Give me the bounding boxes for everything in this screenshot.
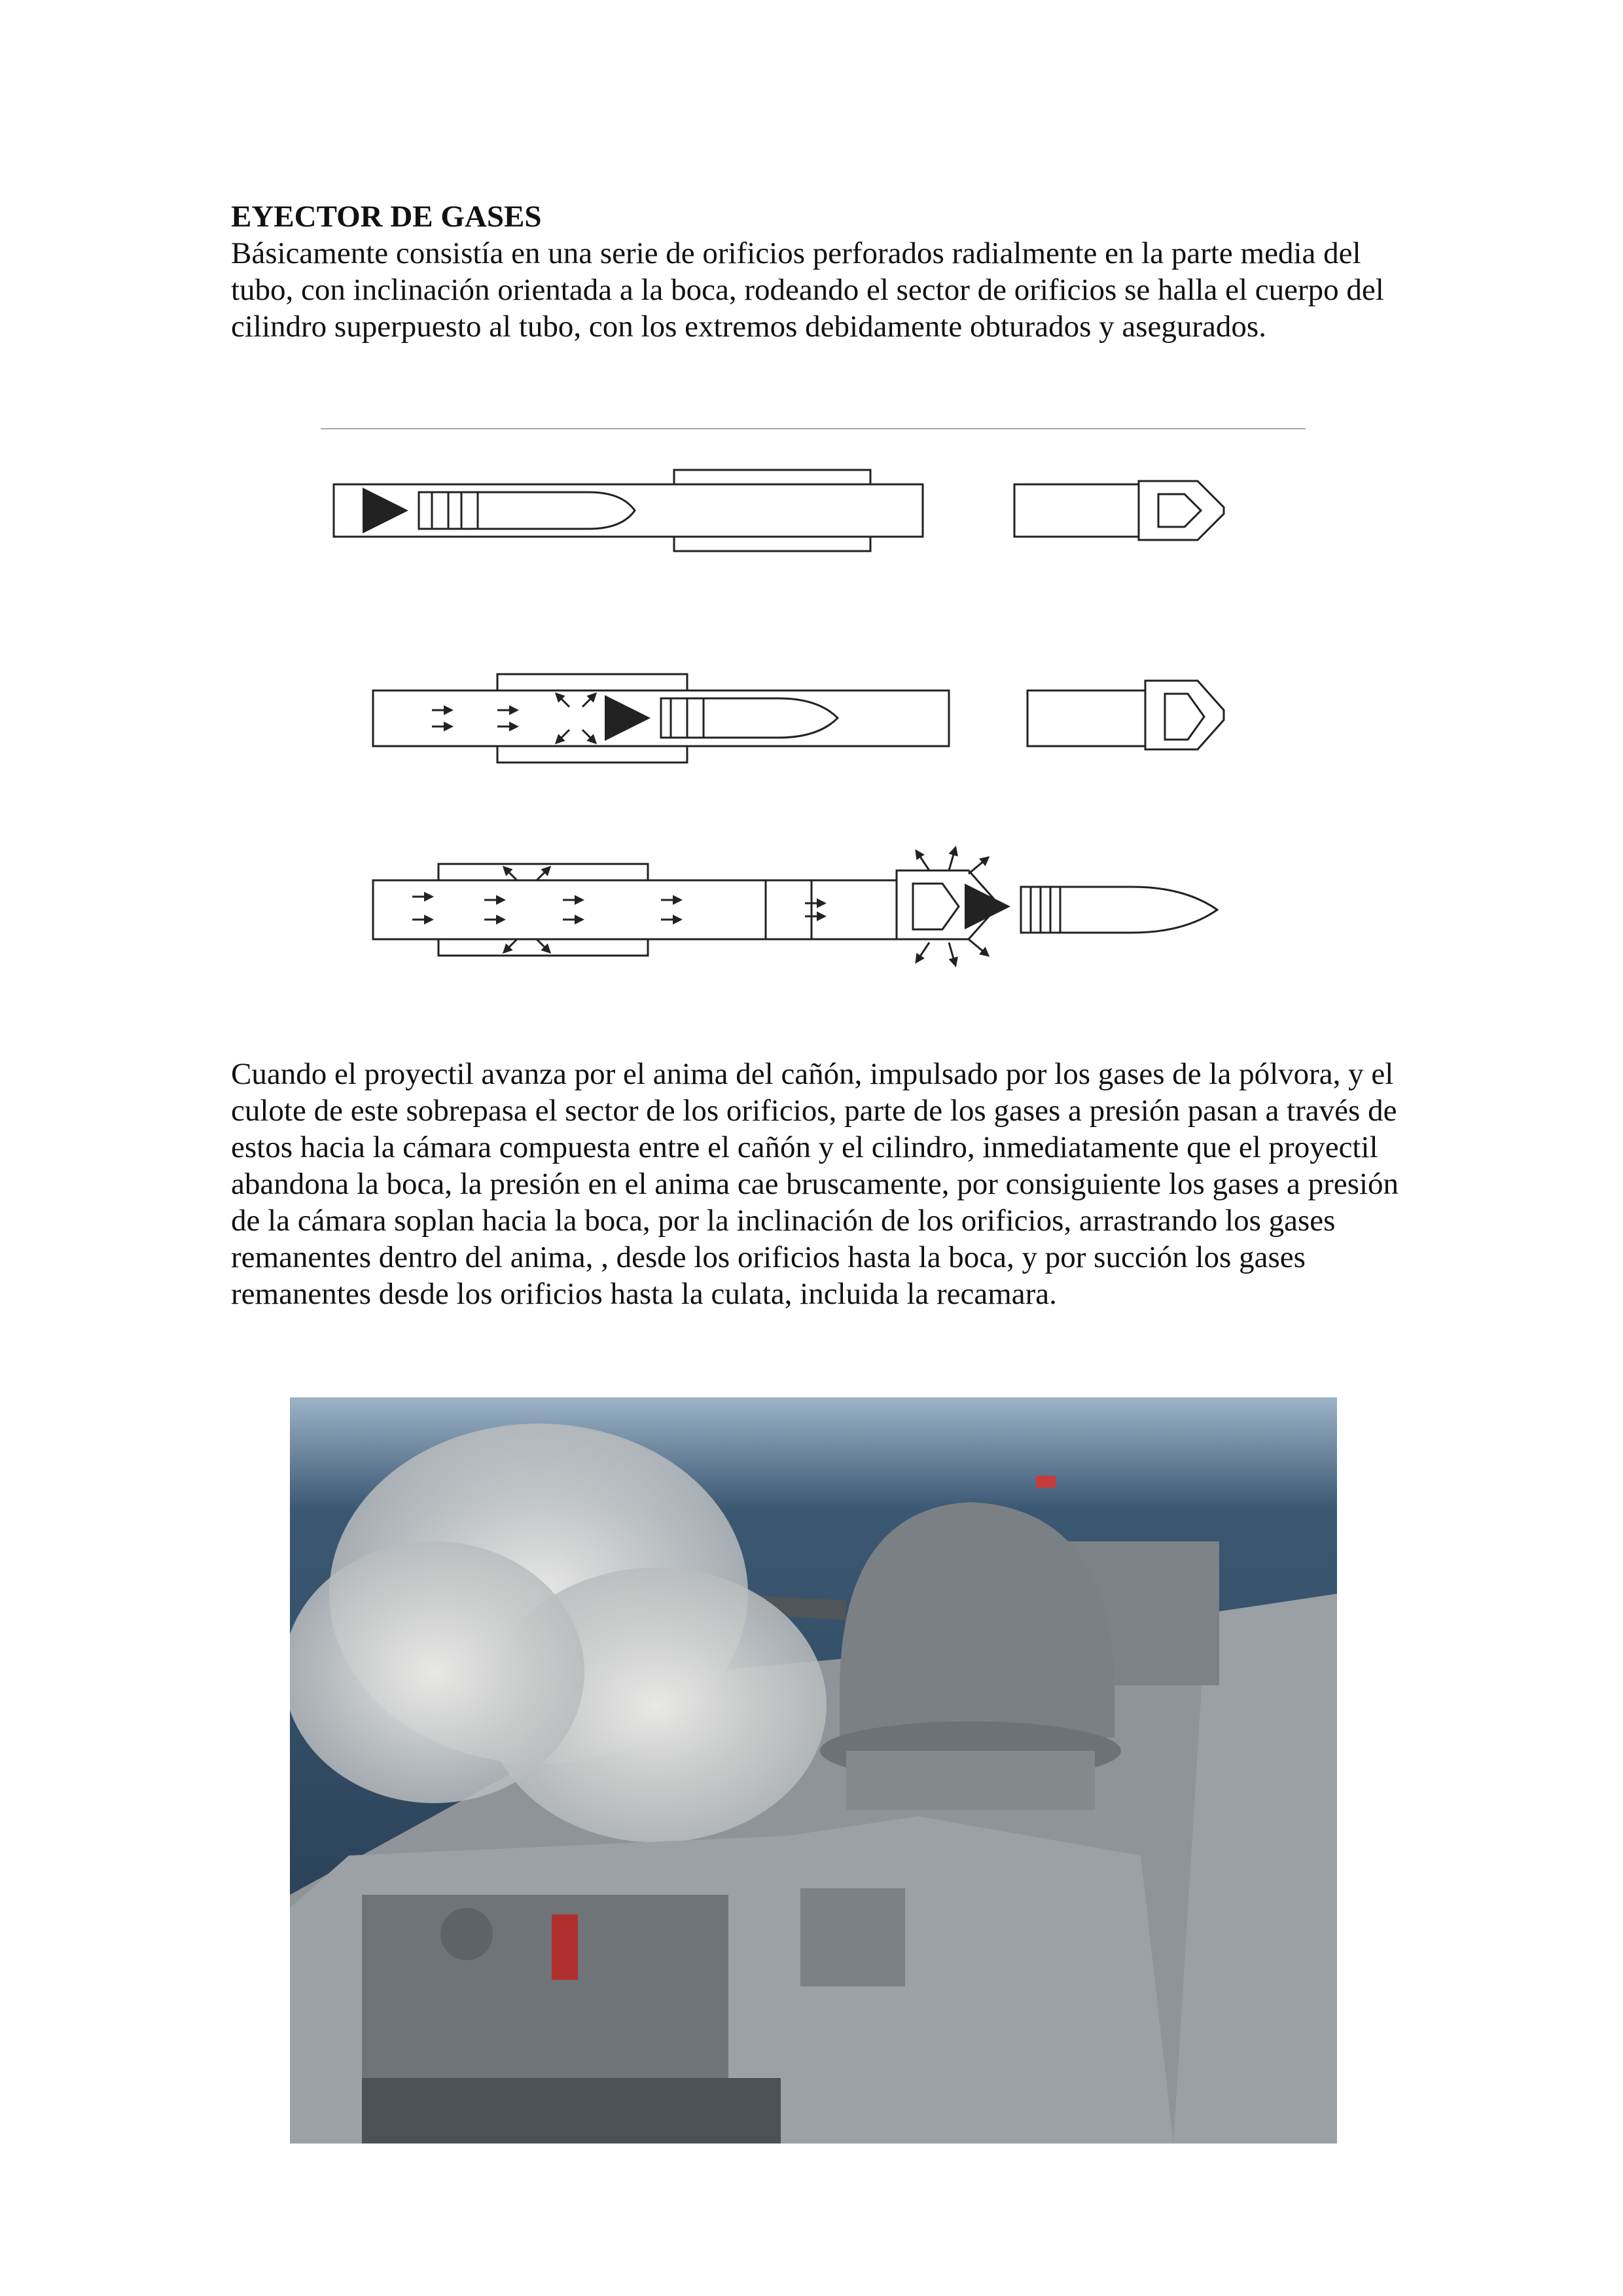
intro-paragraph: Básicamente consistía en una serie de orificios perforados radialmente en la parte media del tubo, con inclinación orientada a la boca, rodeando el sector de orificios se halla el cuerpo del cilindro superpuesto al tubo, con los extremos debidamente obturados y asegurados. (231, 236, 1384, 344)
stage-2-barrel (373, 674, 1224, 762)
explanation-block (231, 1056, 1402, 1312)
intro-block (231, 198, 1402, 345)
ship-gun-firing-photo (290, 1397, 1337, 2144)
stage-3-barrel (373, 848, 1217, 965)
gas-ejector-diagram (321, 419, 1306, 1021)
explanation-paragraph: Cuando el proyectil avanza por el anima del cañón, impulsado por los gases de la pólvora, y el culote de este sobrepasa el sector de los orificios, parte de los gases a presión pasan a través de estos hacia la cámara compuesta entre el cañón y el cilindro, inmediatamente que el proyectil abandona la boca, la presión en el anima cae bruscamente, por consiguiente los gases a presión de la cámara soplan hacia la boca, por la inclinación de los orificios, arrastrando los gases remanentes dentro del anima, , desde los orificios hasta la boca, y por succión los gases remanentes desde los orificios hasta la culata, incluida la recamara. (231, 1057, 1399, 1311)
section-heading: EYECTOR DE GASES (231, 200, 542, 234)
stage-1-barrel (334, 470, 1224, 551)
